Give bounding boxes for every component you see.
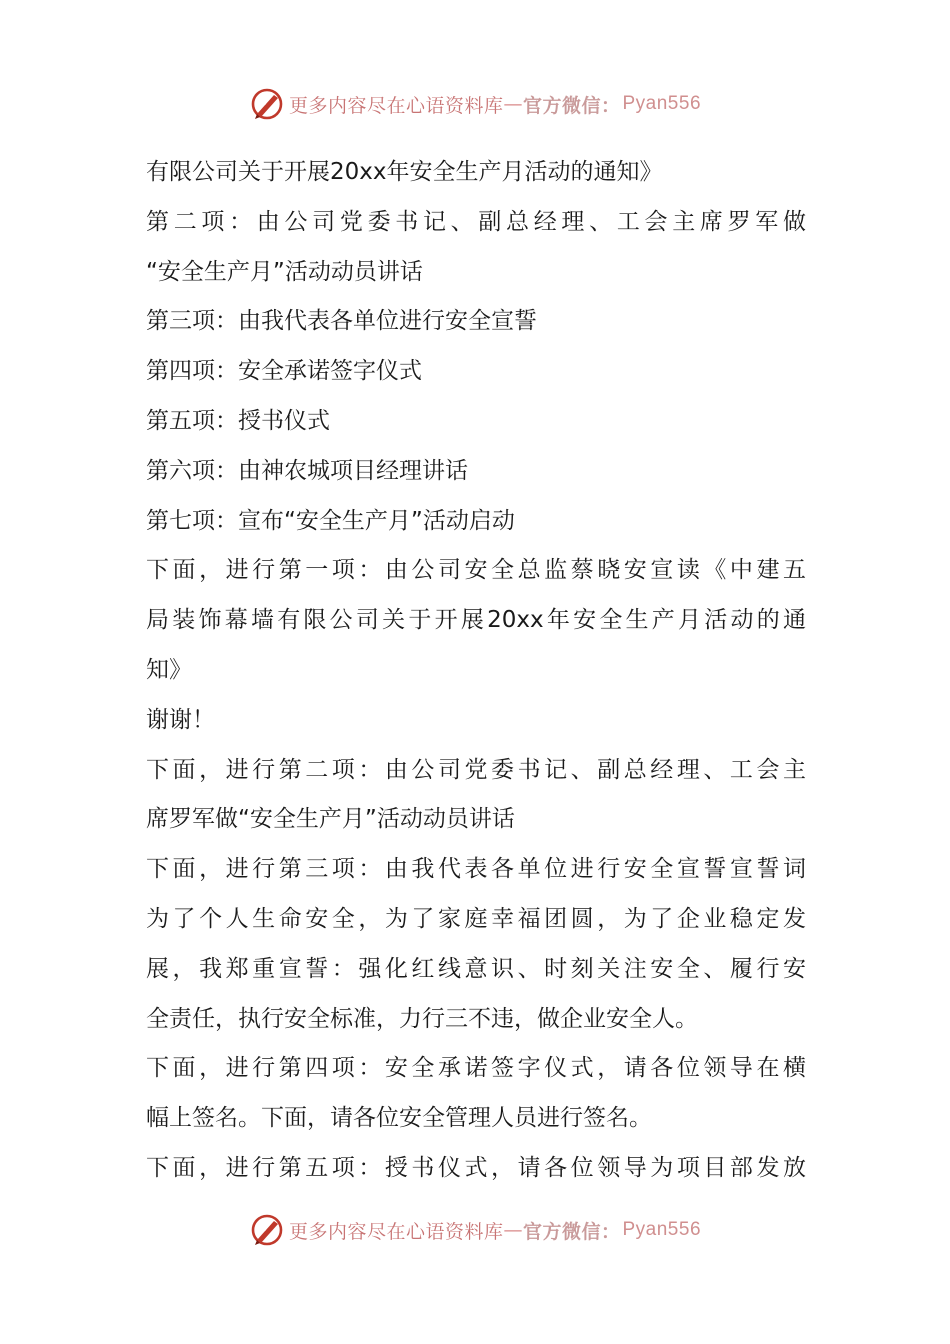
text-line: 局装饰幕墙有限公司关于开展20xx年安全生产月活动的通 (146, 607, 806, 634)
text-line: 第七项：宣布“安全生产月”活动启动 (146, 507, 515, 534)
banner-dash: — (503, 1219, 523, 1241)
banner-dash: — (503, 93, 523, 115)
text-line: 下面，进行第二项：由公司党委书记、副总经理、工会主 (146, 756, 806, 783)
text-line: 第二项：由公司党委书记、副总经理、工会主席罗军做 (146, 208, 806, 235)
document-body (146, 148, 806, 1194)
text-line: 全责任，执行安全标准，力行三不违，做企业安全人。 (146, 1005, 698, 1032)
text-line: 席罗军做“安全生产月”活动动员讲话 (146, 806, 515, 833)
text-line: 第三项：由我代表各单位进行安全宣誓 (146, 308, 537, 335)
text-line: 下面，进行第一项：由公司安全总监蔡晓安宣读《中建五 (146, 557, 806, 584)
text-line: “安全生产月”活动动员讲话 (146, 258, 423, 285)
text-line: 下面，进行第五项：授书仪式，请各位领导为项目部发放 (146, 1154, 806, 1181)
banner-wechat-label: 官方微信： (522, 1220, 621, 1243)
text-line: 展，我郑重宣誓：强化红线意识、时刻关注安全、履行安 (146, 955, 806, 982)
text-line: 谢谢！ (146, 706, 215, 733)
banner-brand: 更多内容尽在心语资料库 (288, 94, 504, 117)
banner-wechat-id: Pyan556 (622, 93, 702, 114)
banner-brand: 更多内容尽在心语资料库 (288, 1220, 504, 1243)
text-line: 第五项：授书仪式 (146, 407, 330, 434)
footer-watermark (0, 1210, 950, 1250)
text-line: 第六项：由神农城项目经理讲话 (146, 457, 468, 484)
text-line: 第四项：安全承诺签字仪式 (146, 358, 422, 385)
text-line: 为了个人生命安全，为了家庭幸福团圆，为了企业稳定发 (146, 905, 806, 932)
header-watermark (0, 84, 950, 124)
text-line: 幅上签名。下面，请各位安全管理人员进行签名。 (146, 1105, 652, 1132)
text-line: 下面，进行第三项：由我代表各单位进行安全宣誓宣誓词 (146, 856, 806, 883)
banner-wechat-label: 官方微信： (522, 94, 621, 117)
pen-logo-icon (249, 86, 285, 122)
banner-wechat-id: Pyan556 (622, 1219, 702, 1240)
pen-logo-icon (249, 1212, 285, 1248)
text-line: 有限公司关于开展20xx年安全生产月活动的通知》 (146, 159, 663, 185)
text-line: 下面，进行第四项：安全承诺签字仪式，请各位领导在横 (146, 1055, 806, 1082)
text-line: 知》 (146, 656, 192, 683)
